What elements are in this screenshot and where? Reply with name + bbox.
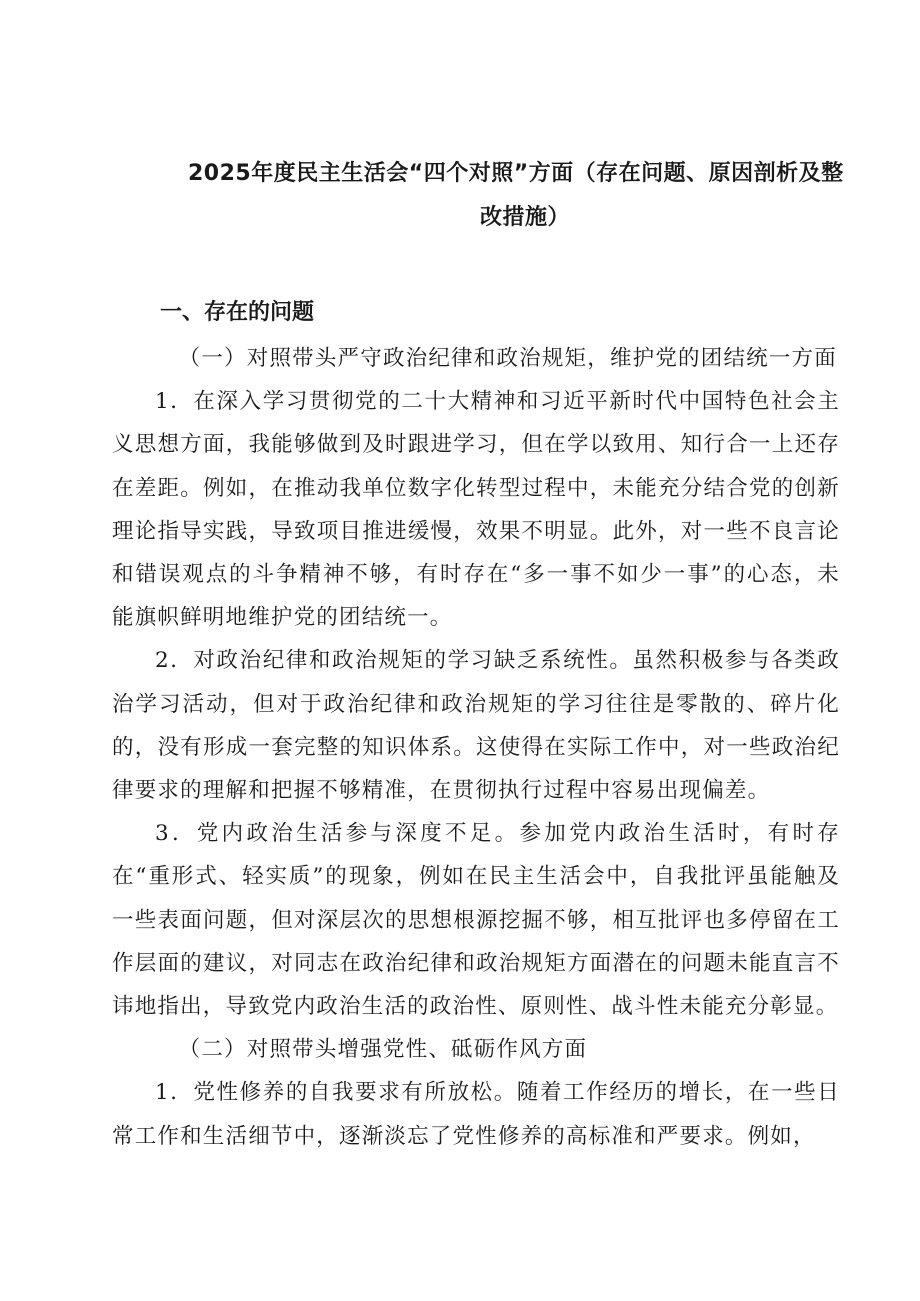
document-title [150, 152, 844, 240]
paragraph-item-1-1: 1．在深入学习贯彻党的二十大精神和习近平新时代中国特色社会主义思想方面，我能够做到及时跟进学习，但在学以致用、知行合一上还存在差距。例如，在推动我单位数字化转型过程中，未能充分结合党的创新理论指导实践，导致项目推进缓慢，效果不明显。此外，对一些不良言论和错误观点的斗争精神不够，有时存在“多一事不如少一事”的心态，未能旗帜鲜明地维护党的团结统一。 [112, 389, 840, 631]
subsection-heading-1: （一）对照带头严守政治纪律和政治规矩，维护党的团结统一方面 [178, 346, 837, 371]
document-body [112, 337, 840, 1158]
title-line-2: 改措施） [479, 205, 570, 230]
section-heading-problems: 一、存在的问题 [160, 300, 315, 325]
paragraph-item-2-1: 1．党性修养的自我要求有所放松。随着工作经历的增长，在一些日常工作和生活细节中，逐渐淡忘了党性修养的高标准和严要求。例如， [112, 1080, 840, 1149]
subsection-heading-2: （二）对照带头增强党性、砥砺作风方面 [178, 1037, 588, 1063]
paragraph-item-1-2: 2．对政治纪律和政治规矩的学习缺乏系统性。虽然积极参与各类政治学习活动，但对于政治纪律和政治规矩的学习往往是零散的、碎片化的，没有形成一套完整的知识体系。这使得在实际工作中，对一些政治纪律要求的理解和把握不够精准，在贯彻执行过程中容易出现偏差。 [112, 648, 840, 804]
title-line-1: 2025年度民主生活会“四个对照”方面（存在问题、原因剖析及整 [188, 161, 844, 186]
paragraph-item-1-3: 3．党内政治生活参与深度不足。参加党内政治生活时，有时存在“重形式、轻实质”的现象，例如在民主生活会中，自我批评虽能触及一些表面问题，但对深层次的思想根源挖掘不够，相互批评也多停留在工作层面的建议，对同志在政治纪律和政治规矩方面潜在的问题未能直言不讳地指出，导致党内政治生活的政治性、原则性、战斗性未能充分彰显。 [112, 821, 840, 1020]
